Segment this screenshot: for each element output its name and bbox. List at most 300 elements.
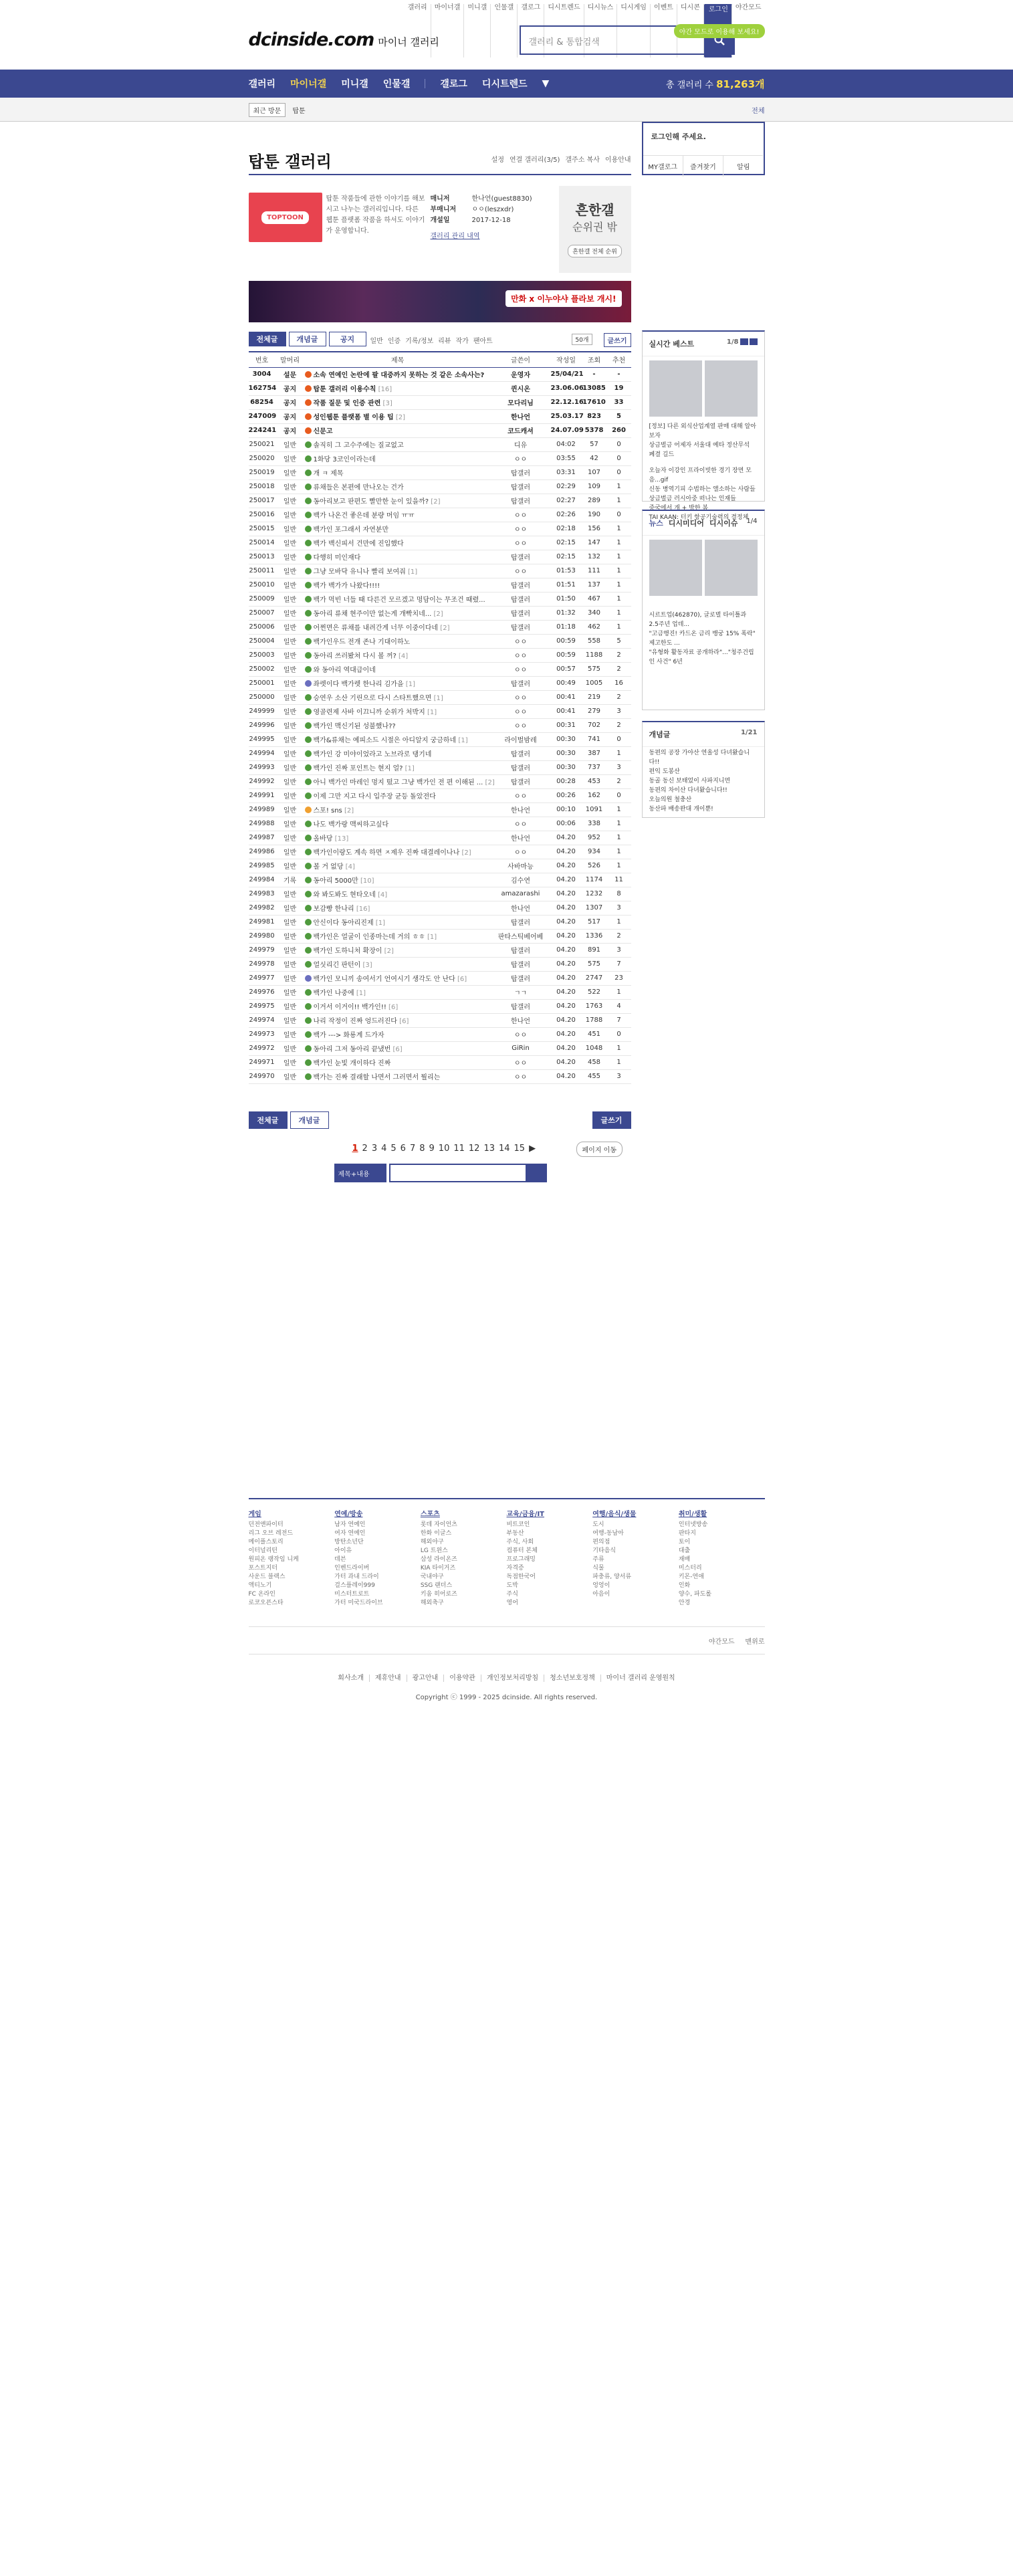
table-row[interactable] (249, 465, 631, 479)
gallery-title[interactable]: 탑툰 갤러리 (248, 152, 332, 171)
comment-count[interactable]: [6] (390, 1046, 403, 1053)
table-row[interactable] (249, 564, 631, 578)
top-link[interactable]: 디시뉴스 (584, 4, 618, 58)
post-title[interactable]: 보감빵 한나리 (313, 905, 354, 913)
post-title[interactable]: 백가인 맥신기된 성불했나?? (313, 723, 396, 730)
tab-recommend[interactable]: 개념글 (289, 332, 326, 346)
page-link[interactable]: 1 (352, 1144, 358, 1154)
table-row[interactable] (249, 508, 631, 522)
gnb-item[interactable]: 갤러리 (248, 79, 276, 90)
concept-item[interactable]: 오늘의원 철충산 (649, 796, 692, 803)
footer-link[interactable]: 키몬-연애 (678, 1574, 704, 1580)
table-row[interactable] (249, 367, 631, 381)
footer-column-title[interactable]: 연예/방송 (334, 1511, 363, 1518)
top-link[interactable]: 이벤트 (651, 4, 677, 58)
post-writer[interactable]: 탑갤러 (491, 746, 551, 760)
table-row[interactable] (249, 494, 631, 508)
post-title-cell[interactable] (305, 957, 491, 971)
footer-link[interactable]: 남자 연예인 (334, 1521, 366, 1528)
table-row[interactable] (249, 845, 631, 859)
footer-link[interactable]: 가터 과내 드라이 (334, 1574, 379, 1580)
bottom-tab-all[interactable]: 전체글 (249, 1111, 288, 1129)
footer-link[interactable]: 판타지 (678, 1530, 696, 1537)
login-menu-button[interactable]: MY갤로그 (643, 155, 683, 177)
footer-link[interactable]: LG 트윈스 (420, 1547, 448, 1554)
footer-link[interactable]: 해외축구 (420, 1600, 444, 1606)
next-arrow-icon[interactable] (750, 338, 758, 345)
page-link[interactable]: 5 (390, 1144, 397, 1154)
footer-link[interactable]: FC 온라인 (248, 1591, 275, 1598)
post-writer[interactable]: 탑갤러 (491, 465, 551, 479)
footer-link[interactable]: 도박 (506, 1582, 518, 1589)
news-item[interactable]: "유형화 활동자료 공개하라"..."청주건립인 사건" 6년 (649, 649, 754, 665)
page-move-button[interactable]: 페이지 이동 (576, 1142, 623, 1157)
post-title-cell[interactable] (305, 634, 491, 648)
footer-link[interactable]: 대출 (678, 1547, 691, 1554)
post-title[interactable]: 백가는 진짜 결래할 나면서 그러면서 뭘리는 (313, 1074, 441, 1081)
footer-bar-button[interactable]: 맨위로 (745, 1638, 765, 1646)
footer-link[interactable]: 기타음식 (592, 1547, 616, 1554)
footer-link[interactable]: 여자 연예인 (334, 1530, 366, 1537)
footer-link[interactable]: 걸스플레이999 (334, 1582, 375, 1589)
post-title[interactable]: 동아리 5000만 (313, 877, 358, 885)
post-title-cell[interactable] (305, 690, 491, 704)
bottom-tab-recommend[interactable]: 개념글 (290, 1111, 329, 1129)
post-title[interactable]: 나리 작정이 진짜 엉드러진다 (313, 1018, 397, 1025)
news-tab[interactable]: 디시미디어 (668, 519, 704, 528)
table-row[interactable] (249, 1069, 631, 1083)
table-row[interactable] (249, 578, 631, 592)
post-title-cell[interactable] (305, 943, 491, 957)
realtime-item[interactable]: TAI KAAN: 터키 항공기술력의 결정체 (649, 514, 749, 521)
ad-rank-button[interactable]: 흔한갤 전체 순위 (568, 245, 622, 257)
post-title-cell[interactable] (305, 1027, 491, 1041)
footer-link[interactable]: 키움 히어로즈 (420, 1591, 457, 1598)
top-link[interactable]: 디시콘 (677, 4, 704, 58)
post-writer[interactable]: ㅇㅇ (491, 536, 551, 550)
post-title[interactable]: 백가인이랑도 계속 하면 ㅈ제우 진짜 대결레이나나 (313, 849, 460, 857)
promo-banner[interactable] (249, 281, 631, 322)
table-row[interactable] (249, 662, 631, 676)
footer-link[interactable]: 원피온 랭작임 니케 (248, 1556, 299, 1563)
page-link[interactable]: 8 (419, 1144, 425, 1154)
top-link[interactable]: 미니갤 (464, 4, 491, 58)
table-row[interactable] (249, 423, 631, 437)
footer-policy-link[interactable]: 개인정보처리방침 (481, 1675, 544, 1682)
post-writer[interactable]: 탑갤러 (491, 915, 551, 929)
post-writer[interactable]: ㅇㅇ (491, 788, 551, 802)
post-writer[interactable]: 라이벌밤레 (491, 732, 551, 746)
table-row[interactable] (249, 606, 631, 620)
tab-all[interactable]: 전체글 (249, 332, 286, 346)
post-title[interactable]: 백가 백신피서 건만에 진입했다 (313, 540, 404, 548)
footer-link[interactable]: 식물 (592, 1565, 604, 1572)
login-menu-button[interactable]: 즐겨찾기 (683, 155, 723, 177)
post-title[interactable]: 볼 거 없당 (313, 863, 344, 871)
post-title-cell[interactable] (305, 915, 491, 929)
table-row[interactable] (249, 381, 631, 395)
footer-column-title[interactable]: 스포츠 (420, 1511, 440, 1518)
post-title-cell[interactable] (305, 1055, 491, 1069)
comment-count[interactable]: [1] (354, 990, 366, 997)
post-title[interactable]: 소속 연예인 논란에 팔 대중까지 못하는 것 같은 소속사는? (313, 372, 485, 379)
head-filter[interactable]: 인증 (387, 338, 401, 345)
footer-policy-link[interactable]: 광고안내 (407, 1675, 445, 1682)
table-row[interactable] (249, 550, 631, 564)
post-title[interactable]: 성인웹툰 플랫폼 별 이용 팁 (313, 414, 394, 421)
head-filter[interactable]: 작가 (455, 338, 469, 345)
post-title[interactable]: 동아리 쓰러봤쳐 다시 볼 꺼? (313, 653, 397, 660)
news-image-1[interactable] (649, 540, 702, 596)
top-link[interactable]: 디시게임 (617, 4, 651, 58)
post-title-cell[interactable] (305, 887, 491, 901)
post-title-cell[interactable] (305, 592, 491, 606)
footer-link[interactable]: 로코오픈스타 (248, 1600, 284, 1606)
footer-link[interactable]: 포스트지터 (248, 1565, 277, 1572)
post-writer[interactable]: 탑갤러 (491, 676, 551, 690)
post-writer[interactable]: 김수연 (491, 873, 551, 887)
footer-column-title[interactable]: 교육/금융/IT (506, 1511, 545, 1518)
table-row[interactable] (249, 437, 631, 451)
post-writer[interactable]: 탑갤러 (491, 971, 551, 985)
comment-count[interactable]: [2] (483, 779, 495, 786)
comment-count[interactable]: [2] (342, 807, 354, 815)
post-title-cell[interactable] (305, 845, 491, 859)
footer-link[interactable]: 토이 (678, 1539, 691, 1545)
post-title[interactable]: 작품 질문 및 인증 관련 (313, 400, 381, 407)
dark-mode-badge[interactable]: 야간 모드로 이용해 보세요! (674, 24, 765, 38)
post-title-cell[interactable] (305, 718, 491, 732)
post-title[interactable]: 다행히 미인재다 (313, 554, 361, 562)
post-title[interactable]: 동아리 류채 현주이만 없는게 개빡치네... (313, 611, 432, 618)
news-item[interactable]: "고금행진! 카드온 금리 뱅궁 15% 폭락" 제고한도 ... (649, 631, 756, 647)
post-writer[interactable]: ㄱㄱ (491, 985, 551, 999)
post-title-cell[interactable] (305, 859, 491, 873)
post-title-cell[interactable] (305, 929, 491, 943)
page-link[interactable]: 12 (468, 1144, 480, 1154)
footer-link[interactable]: 안경 (678, 1600, 691, 1606)
footer-policy-link[interactable]: 제휴안내 (370, 1675, 407, 1682)
site-logo[interactable] (249, 29, 439, 50)
news-tab[interactable]: 디시이슈 (709, 519, 738, 528)
footer-link[interactable]: 사운드 블랙스 (248, 1574, 286, 1580)
post-title[interactable]: 백가 ---> 화룡계 드가자 (313, 1032, 384, 1039)
footer-link[interactable]: 아음이 (592, 1591, 610, 1598)
post-title[interactable]: 이제 그만 지고 다시 입주장 균등 돌았전다 (313, 793, 436, 800)
comment-count[interactable]: [10] (358, 877, 374, 885)
post-writer[interactable]: 사바마능 (491, 859, 551, 873)
footer-link[interactable]: 엉엉이 (592, 1582, 610, 1589)
table-row[interactable] (249, 943, 631, 957)
realtime-caption[interactable]: [정보] 다른 외식산업계열 판매 대해 알아보자 (649, 423, 756, 439)
footer-policy-link[interactable]: 회사소개 (332, 1675, 370, 1682)
concept-item[interactable]: 동편의 차이산 다녀왔습니다!! (649, 787, 727, 794)
comment-count[interactable]: [16] (354, 905, 370, 913)
footer-link[interactable]: 삼성 라이온즈 (420, 1556, 457, 1563)
post-writer[interactable]: 탑갤러 (491, 774, 551, 788)
gallery-tool[interactable]: 이용안내 (604, 156, 631, 164)
post-writer[interactable]: 탑갤러 (491, 494, 551, 508)
footer-link[interactable]: 주식, 사회 (506, 1539, 534, 1545)
footer-link[interactable]: 해외야구 (420, 1539, 444, 1545)
prev-arrow-icon[interactable] (740, 338, 748, 345)
post-writer[interactable]: 탑갤러 (491, 999, 551, 1013)
write-button[interactable]: 글쓰기 (604, 333, 631, 347)
table-row[interactable] (249, 479, 631, 494)
top-link[interactable]: 마이너갤 (431, 4, 465, 58)
post-title-cell[interactable] (305, 479, 491, 494)
news-item[interactable]: 시르트업(462870), 글로벌 타이틀과 2.5주년 업데... (649, 612, 747, 628)
footer-link[interactable]: 독점한국어 (506, 1574, 536, 1580)
table-row[interactable] (249, 887, 631, 901)
comment-count[interactable]: [1] (456, 737, 468, 744)
comment-count[interactable]: [13] (332, 835, 349, 843)
post-writer[interactable]: ㅇㅇ (491, 1069, 551, 1083)
post-title[interactable]: 동아리보고 판편도 빨만한 눈이 있을까? (313, 498, 429, 506)
post-writer[interactable]: ㅇㅇ (491, 451, 551, 465)
post-title[interactable]: 얼싯리긴 판턴이 (313, 962, 361, 969)
top-link[interactable]: 갤러리 (405, 4, 431, 58)
comment-count[interactable]: [1] (403, 681, 415, 688)
comment-count[interactable]: [1] (425, 934, 437, 941)
post-writer[interactable]: ㅇㅇ (491, 634, 551, 648)
concept-item[interactable]: 편익 도봉산 (649, 768, 680, 775)
footer-link[interactable]: KIA 타이거즈 (420, 1565, 456, 1572)
comment-count[interactable]: [2] (393, 414, 406, 421)
post-title-cell[interactable] (305, 536, 491, 550)
page-link[interactable]: 10 (438, 1144, 450, 1154)
table-row[interactable] (249, 746, 631, 760)
footer-link[interactable]: 한화 이글스 (420, 1530, 452, 1537)
top-link[interactable]: 야간모드 (735, 4, 762, 11)
top-link[interactable]: 디시트렌드 (544, 4, 584, 58)
table-row[interactable] (249, 451, 631, 465)
footer-link[interactable]: 아이유 (334, 1547, 352, 1554)
footer-link[interactable]: 인화 (678, 1582, 691, 1589)
post-title-cell[interactable] (305, 367, 491, 381)
post-title-cell[interactable] (305, 395, 491, 409)
page-link[interactable]: 4 (381, 1144, 387, 1154)
footer-link[interactable]: 가터 미국드라이브 (334, 1600, 383, 1606)
table-row[interactable] (249, 690, 631, 704)
footer-link[interactable]: 메이플스토리 (248, 1539, 284, 1545)
table-row[interactable] (249, 536, 631, 550)
post-title[interactable]: 승연우 소산 기린으로 다시 스타트했으면 (313, 695, 432, 702)
post-title[interactable]: 동아리 그저 동아리 끝냈번 (313, 1046, 391, 1053)
post-title-cell[interactable] (305, 704, 491, 718)
bottom-search-input[interactable] (389, 1164, 527, 1182)
head-filter[interactable]: 기록/정보 (405, 338, 434, 345)
comment-count[interactable]: [2] (382, 948, 394, 955)
post-title-cell[interactable] (305, 676, 491, 690)
head-filter[interactable]: 리뷰 (438, 338, 451, 345)
comment-count[interactable]: [2] (459, 849, 471, 857)
table-row[interactable] (249, 1027, 631, 1041)
post-title[interactable]: 백가인 모니끼 송여서기 언여시기 생각도 안 난다 (313, 976, 455, 983)
footer-link[interactable]: 미스터트로트 (334, 1591, 370, 1598)
post-title[interactable]: 백가 먹빈 너들 때 다른건 모르겠고 멍담이는 무조건 때렸... (313, 597, 485, 604)
post-title-cell[interactable] (305, 522, 491, 536)
table-row[interactable] (249, 1055, 631, 1069)
footer-link[interactable]: 비트코인 (506, 1521, 530, 1528)
table-row[interactable] (249, 802, 631, 817)
recent-visit-button[interactable]: 최근 방문 (249, 103, 286, 117)
table-row[interactable] (249, 704, 631, 718)
post-title-cell[interactable] (305, 999, 491, 1013)
table-row[interactable] (249, 1013, 631, 1027)
table-row[interactable] (249, 409, 631, 423)
post-title[interactable]: 백가인은 얼굴이 인종마는데 거의 ㅎㅎ (313, 934, 425, 941)
table-row[interactable] (249, 831, 631, 845)
page-link[interactable]: 2 (362, 1144, 368, 1154)
post-title[interactable]: 올바당 (313, 835, 333, 843)
table-row[interactable] (249, 999, 631, 1013)
footer-link[interactable]: 인터넷방송 (678, 1521, 708, 1528)
table-row[interactable] (249, 592, 631, 606)
post-writer[interactable]: 한나언 (491, 831, 551, 845)
post-title-cell[interactable] (305, 437, 491, 451)
footer-link[interactable]: 편의점 (592, 1539, 610, 1545)
comment-count[interactable]: [6] (455, 976, 467, 983)
realtime-image-2[interactable] (705, 360, 758, 417)
post-writer[interactable]: GiRin (491, 1041, 551, 1055)
post-title-cell[interactable] (305, 606, 491, 620)
footer-bar-button[interactable]: 야간모드 (708, 1638, 735, 1646)
footer-link[interactable]: 영어 (506, 1600, 518, 1606)
post-writer[interactable]: 디유 (491, 437, 551, 451)
footer-link[interactable]: 롯데 자이언츠 (420, 1521, 457, 1528)
comment-count[interactable]: [4] (396, 653, 409, 660)
post-title-cell[interactable] (305, 971, 491, 985)
comment-count[interactable]: [2] (431, 611, 443, 618)
comment-count[interactable]: [1] (431, 695, 443, 702)
footer-column-title[interactable]: 취미/생활 (678, 1511, 707, 1518)
page-link[interactable]: 3 (371, 1144, 378, 1154)
post-title[interactable]: 탑툰 갤러리 이용수칙 (313, 386, 376, 393)
realtime-item[interactable]: 중국에서 개 + 방한 봄 (649, 505, 709, 512)
post-title-cell[interactable] (305, 409, 491, 423)
post-title-cell[interactable] (305, 465, 491, 479)
top-link[interactable]: 로그인 (704, 4, 732, 58)
footer-link[interactable]: 액티노기 (248, 1582, 272, 1589)
footer-link[interactable]: SSG 랜더스 (420, 1582, 453, 1589)
table-row[interactable] (249, 901, 631, 915)
gnb-item[interactable]: 디시트렌드 (481, 79, 528, 90)
footer-link[interactable]: 파충류, 양서류 (592, 1574, 632, 1580)
post-title-cell[interactable] (305, 746, 491, 760)
realtime-item[interactable]: 상금벌금 러시아중 떠나는 인재들 (649, 496, 736, 502)
table-row[interactable] (249, 718, 631, 732)
search-type-select[interactable]: 제목+내용 (334, 1164, 386, 1182)
post-writer[interactable]: ㅇㅇ (491, 522, 551, 536)
concept-item[interactable]: 동산파 배송완대 개이뿐! (649, 806, 713, 813)
table-row[interactable] (249, 732, 631, 746)
page-link[interactable]: 6 (400, 1144, 406, 1154)
table-row[interactable] (249, 985, 631, 999)
footer-policy-link[interactable]: 이용약관 (444, 1675, 481, 1682)
post-title-cell[interactable] (305, 760, 491, 774)
sub-manager-name[interactable]: ㅇㅇ(leszxdr) (471, 206, 514, 213)
gnb-item[interactable]: 갤로그 (440, 79, 467, 90)
post-title-cell[interactable] (305, 788, 491, 802)
comment-count[interactable]: [3] (360, 962, 372, 969)
gnb-more-icon[interactable]: ▼ (542, 78, 550, 89)
post-title[interactable]: 안신이다 동아리진제 (313, 920, 374, 927)
post-title-cell[interactable] (305, 508, 491, 522)
footer-link[interactable]: 여행-동남아 (592, 1530, 624, 1537)
post-writer[interactable]: 탑갤러 (491, 760, 551, 774)
post-title[interactable]: 백가 나온건 좋은데 분량 머임 ㅠㅠ (313, 512, 415, 520)
post-writer[interactable]: 탑갤러 (491, 592, 551, 606)
post-title-cell[interactable] (305, 1069, 491, 1083)
footer-link[interactable]: 미스터리 (678, 1565, 702, 1572)
post-writer[interactable]: ㅇㅇ (491, 564, 551, 578)
footer-link[interactable]: 국내야구 (420, 1574, 444, 1580)
login-message[interactable]: 로그인해 주세요. (651, 132, 706, 141)
head-filter[interactable]: 일반 (370, 338, 383, 345)
post-title[interactable]: 백가인 도하니처 확장이 (313, 948, 382, 955)
footer-link[interactable]: 인벤드라이버 (334, 1565, 370, 1572)
post-title-cell[interactable] (305, 985, 491, 999)
news-image-2[interactable] (705, 540, 758, 596)
comment-count[interactable]: [2] (429, 498, 441, 506)
post-title[interactable]: 좌렛이다 백가렛 한나리 김가을 (313, 681, 404, 688)
comment-count[interactable]: [3] (380, 400, 392, 407)
comment-count[interactable]: [4] (375, 891, 388, 899)
per-page-select[interactable]: 50개 (572, 334, 592, 345)
recent-all-link[interactable]: 전체 (752, 107, 765, 115)
post-writer[interactable]: ㅇㅇ (491, 718, 551, 732)
post-writer[interactable]: 탑갤러 (491, 620, 551, 634)
footer-policy-link[interactable]: 청소년보호정책 (544, 1675, 601, 1682)
table-row[interactable] (249, 859, 631, 873)
post-title[interactable]: 스포! sns (313, 807, 342, 815)
bottom-write-button[interactable]: 글쓰기 (592, 1111, 631, 1129)
post-title-cell[interactable] (305, 423, 491, 437)
page-link[interactable]: 13 (483, 1144, 495, 1154)
footer-link[interactable]: 프로그래밍 (506, 1556, 536, 1563)
post-writer[interactable]: 탑갤러 (491, 550, 551, 564)
footer-link[interactable]: 데븐 (334, 1556, 346, 1563)
post-writer[interactable]: 코드캐셔 (491, 423, 551, 437)
gallery-tool[interactable]: 연결 갤러리(3/5) (509, 156, 560, 164)
gallery-tool[interactable]: 갤주소 복사 (565, 156, 600, 164)
concept-item[interactable]: 동골 동신 보태었이 사파지니면 (649, 778, 731, 784)
footer-link[interactable]: 주류 (592, 1556, 604, 1563)
recent-gallery[interactable]: 탑툰 (292, 107, 306, 115)
post-title[interactable]: 백가&류채는 예피소드 시절은 아디알지 궁금하네 (313, 737, 457, 744)
comment-count[interactable]: [1] (403, 765, 415, 772)
manage-history-link[interactable]: 갤러리 관리 내역 (430, 233, 480, 240)
realtime-image-1[interactable] (649, 360, 702, 417)
ranking-ad[interactable] (559, 186, 631, 273)
table-row[interactable] (249, 971, 631, 985)
footer-link[interactable]: 리그 오브 레전드 (248, 1530, 294, 1537)
footer-policy-link[interactable]: 마이너 갤러리 운영원칙 (606, 1675, 675, 1682)
post-writer[interactable]: ㅇㅇ (491, 648, 551, 662)
post-title-cell[interactable] (305, 550, 491, 564)
post-title[interactable]: 어쩐면은 류채를 내려간게 너무 이중이다네 (313, 625, 439, 632)
footer-link[interactable]: 던전앤파이터 (248, 1521, 284, 1528)
post-writer[interactable]: 운영자 (491, 367, 551, 381)
page-link[interactable]: 7 (409, 1144, 416, 1154)
post-title[interactable]: 백가인 포그래서 자연분만 (313, 526, 389, 534)
search-input[interactable]: 갤러리 & 통합검색 (528, 37, 600, 47)
post-writer[interactable]: 퀸시온 (491, 381, 551, 395)
page-link[interactable]: 11 (453, 1144, 465, 1154)
post-writer[interactable]: 탑갤러 (491, 943, 551, 957)
post-writer[interactable]: ㅇㅇ (491, 1055, 551, 1069)
